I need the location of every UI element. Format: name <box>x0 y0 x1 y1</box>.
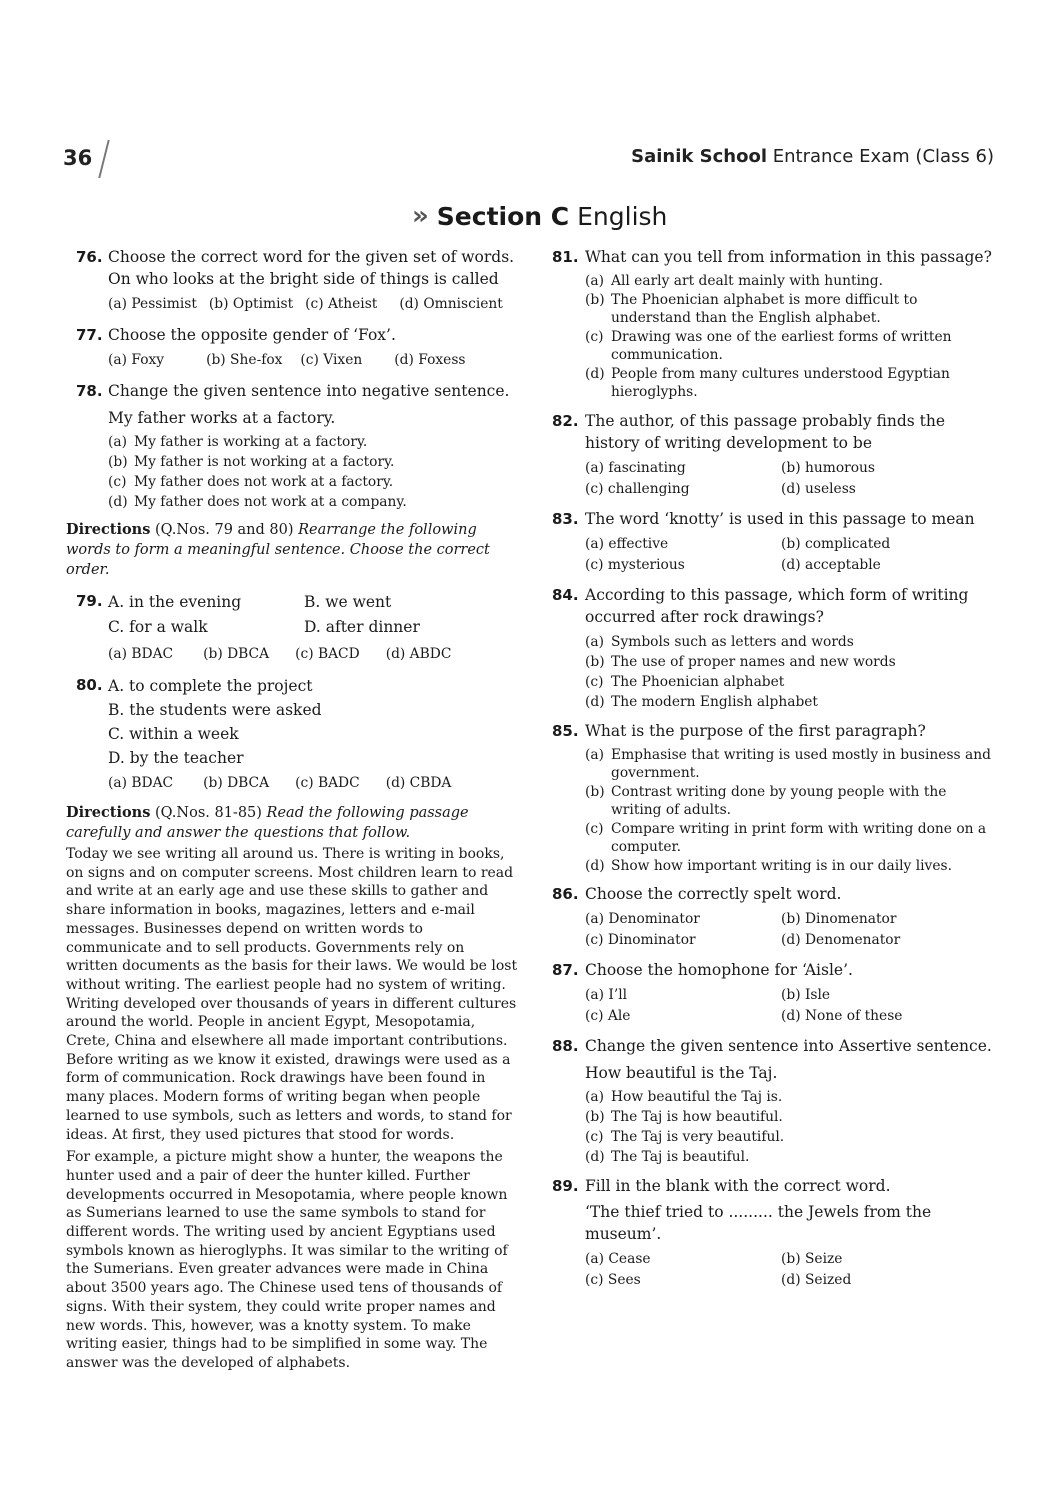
options <box>108 294 518 314</box>
option: (c) mysterious <box>585 556 685 573</box>
option: (d) CBDA <box>385 775 452 791</box>
option: (d) The Taj is beautiful. <box>585 1149 750 1165</box>
question-text: What can you tell from information in this passage? <box>585 248 992 266</box>
question-number: 77. <box>76 326 103 344</box>
option: (b) The Phoenician alphabet is more difficult to understand than the English alphabet. <box>585 291 918 326</box>
section-title <box>412 201 667 231</box>
question-text: The word ‘knotty’ is used in this passage to mean <box>585 509 975 528</box>
question-83 <box>552 508 998 576</box>
question-80: 80. A. to complete the project B. the students were asked C. within a week D. by the teacher (a) BDAC (b) DBCA (c) BADC (d) CBDA <box>66 674 518 795</box>
option: (b) My father is not working at a factory. <box>108 454 395 470</box>
question-number: 87. <box>552 961 579 979</box>
passage-paragraph: Today we see writing all around us. There is writing in books, on signs and on computer screens. Most children learn to read and write at an early age and use these skills to gather and share information in books, magazines, letters and e-mail messages. Businesses depend on written words to communicate and to sell products. Governments rely on written documents as the basis for their laws. We would be lost without writing. The earliest people had no system of writing. Writing developed over thousands of years in different cultures around the world. People in ancient Egypt, Mesopotamia, Crete, China and elsewhere all made important contributions. Before writing as we know it existed, drawings were used as a form of communication. Rock drawings have been found in many places. Modern forms of writing began when people learned to use symbols, such as letters and words, to stand for ideas. At first, they used pictures that stood for words. <box>66 846 518 1143</box>
running-head-bold: Sainik School <box>631 146 768 167</box>
options <box>585 985 998 1027</box>
question-text: Choose the homophone for ‘Aisle’. <box>585 961 853 979</box>
question-text: Fill in the blank with the correct word. <box>585 1177 891 1195</box>
option: (d) Omniscient <box>399 296 503 312</box>
option: (d) useless <box>781 480 856 497</box>
option: (a) Pessimist <box>108 296 197 312</box>
options <box>108 773 518 793</box>
running-head-rest: Entrance Exam (Class 6) <box>767 146 994 167</box>
question-84 <box>552 584 998 712</box>
option: (d) Denomenator <box>781 932 901 948</box>
question-number: 84. <box>552 585 579 604</box>
question-78 <box>66 380 518 512</box>
question-text: Choose the correct word for the given set of words. On who looks at the bright side of things is called <box>108 248 515 288</box>
option: (c) Ale <box>585 1008 631 1024</box>
option: (c) BADC <box>295 775 360 791</box>
option: (a) How beautiful the Taj is. <box>585 1089 783 1105</box>
options <box>108 644 518 664</box>
question-text: Choose the opposite gender of ‘Fox’. <box>108 326 396 344</box>
options <box>585 1249 998 1291</box>
right-column <box>552 246 998 1299</box>
option: (b) DBCA <box>203 775 270 791</box>
option: (a) I’ll <box>585 987 628 1003</box>
question-86 <box>552 883 998 951</box>
option: (c) Sees <box>585 1272 641 1288</box>
options <box>585 272 998 402</box>
option: (d) Show how important writing is in our daily lives. <box>585 857 952 874</box>
option: (b) humorous <box>781 459 876 476</box>
option: (c) BACD <box>295 646 360 662</box>
option: (c) Drawing was one of the earliest forms of written communication. <box>585 328 952 363</box>
reading-passage <box>66 845 518 1373</box>
option: (c) Dinominator <box>585 932 696 948</box>
option: (a) effective <box>585 535 669 552</box>
question-81 <box>552 246 998 402</box>
options <box>585 746 998 876</box>
option: (b) The use of proper names and new words <box>585 653 896 670</box>
question-85 <box>552 720 998 876</box>
option: (a) Foxy <box>108 352 165 368</box>
option: (d) ABDC <box>385 646 452 662</box>
question-sentence: ‘The thief tried to ......... the Jewels from the museum’. <box>585 1203 932 1243</box>
question-sentence: How beautiful is the Taj. <box>585 1064 778 1082</box>
question-text: What is the purpose of the first paragraph? <box>585 721 926 740</box>
option: (d) People from many cultures understood Egyptian hieroglyphs. <box>585 365 950 400</box>
question-text: The author, of this passage probably finds the history of writing development to be <box>585 411 946 452</box>
question-number: 81. <box>552 248 579 266</box>
option: (c) challenging <box>585 480 690 497</box>
option: (b) Isle <box>781 987 831 1003</box>
question-text: According to this passage, which form of writing occurred after rock drawings? <box>585 585 969 626</box>
option: (a) Cease <box>585 1251 651 1267</box>
option: (b) She-fox <box>206 352 283 368</box>
option: (d) Foxess <box>394 352 466 368</box>
option: (b) Seize <box>781 1251 843 1267</box>
option: (d) The modern English alphabet <box>585 693 818 710</box>
page-number: 36 <box>63 146 93 170</box>
option: (d) None of these <box>781 1008 903 1024</box>
option: (a) fascinating <box>585 459 686 476</box>
option: (d) Seized <box>781 1272 852 1288</box>
option: (b) Dinomenator <box>781 911 897 927</box>
question-76 <box>66 246 518 316</box>
option: (a) Denominator <box>585 911 700 927</box>
question-number: 83. <box>552 509 579 528</box>
option: (b) DBCA <box>203 646 270 662</box>
section-label: Section C <box>436 201 570 231</box>
option: (c) My father does not work at a factory. <box>108 474 394 490</box>
header-divider <box>98 140 109 178</box>
question-text: Choose the correctly spelt word. <box>585 885 842 903</box>
question-number: 78. <box>76 382 103 400</box>
question-number: 76. <box>76 248 103 266</box>
chevron-icon: » <box>412 201 423 231</box>
option: (b) complicated <box>781 535 891 552</box>
question-number: 88. <box>552 1037 579 1055</box>
option: (a) Emphasise that writing is used mostly in business and government. <box>585 746 991 781</box>
options <box>585 534 998 576</box>
passage-paragraph: For example, a picture might show a hunter, the weapons the hunter used and a pair of deer the hunter killed. Further developments occurred in Mesopotamia, where people known as Sumerians learned to use the same symbols to stand for different words. The writing used by ancient Egyptians used symbols known as hieroglyphs. It was similar to the writing of the Sumerians. Even greater advances were made in China about 3500 years ago. The Chinese used tens of thousands of signs. With their system, they could write proper names and new words. This, however, was a knotty system. To make writing easier, things had to be simplified in some way. The answer was the developed of alphabets. <box>66 1149 508 1371</box>
option: (d) My father does not work at a company. <box>108 494 407 510</box>
option: (b) Contrast writing done by young people with the writing of adults. <box>585 783 947 818</box>
options <box>108 350 518 370</box>
options <box>585 632 998 712</box>
option: (a) BDAC <box>108 646 174 662</box>
option: (a) My father is working at a factory. <box>108 434 368 450</box>
options <box>585 458 998 500</box>
option: (a) Symbols such as letters and words <box>585 633 854 650</box>
question-number: 85. <box>552 721 579 740</box>
options <box>585 909 998 951</box>
question-text: Change the given sentence into Assertive sentence. <box>585 1037 992 1055</box>
option: (b) Optimist <box>208 296 294 312</box>
option: (a) BDAC <box>108 775 174 791</box>
question-79 <box>66 590 518 666</box>
page-header <box>0 0 1060 200</box>
question-number: 82. <box>552 411 579 430</box>
option: (c) The Taj is very beautiful. <box>585 1129 785 1145</box>
question-number: 89. <box>552 1177 579 1195</box>
question-number: 80. <box>76 676 103 694</box>
directions-79-80: Directions (Q.Nos. 79 and 80) Rearrange the following words to form a meaningful sentence. Choose the correct order. <box>66 521 490 578</box>
question-sentence: My father works at a factory. <box>108 409 336 427</box>
question-89 <box>552 1175 998 1291</box>
option: (d) acceptable <box>781 556 881 573</box>
question-number: 86. <box>552 885 579 903</box>
question-text: Change the given sentence into negative sentence. <box>108 382 510 400</box>
running-head <box>631 146 994 167</box>
word-parts: A. in the evening B. we went C. for a walk D. after dinner <box>108 593 420 636</box>
option: (b) The Taj is how beautiful. <box>585 1109 783 1125</box>
question-82 <box>552 410 998 500</box>
directions-81-85: Directions (Q.Nos. 81-85) Read the following passage carefully and answer the questions that follow. <box>66 804 469 841</box>
option: (c) Compare writing in print form with writing done on a computer. <box>585 820 987 855</box>
option: (c) Atheist <box>305 296 378 312</box>
question-77 <box>66 324 518 372</box>
question-87 <box>552 959 998 1027</box>
question-number: 79. <box>76 592 103 610</box>
options <box>108 432 518 512</box>
question-88 <box>552 1035 998 1167</box>
section-subject: English <box>577 201 668 231</box>
option: (c) Vixen <box>300 352 363 368</box>
option: (c) The Phoenician alphabet <box>585 673 785 690</box>
options <box>585 1087 998 1167</box>
left-column <box>66 246 518 1377</box>
option: (a) All early art dealt mainly with hunting. <box>585 273 884 289</box>
